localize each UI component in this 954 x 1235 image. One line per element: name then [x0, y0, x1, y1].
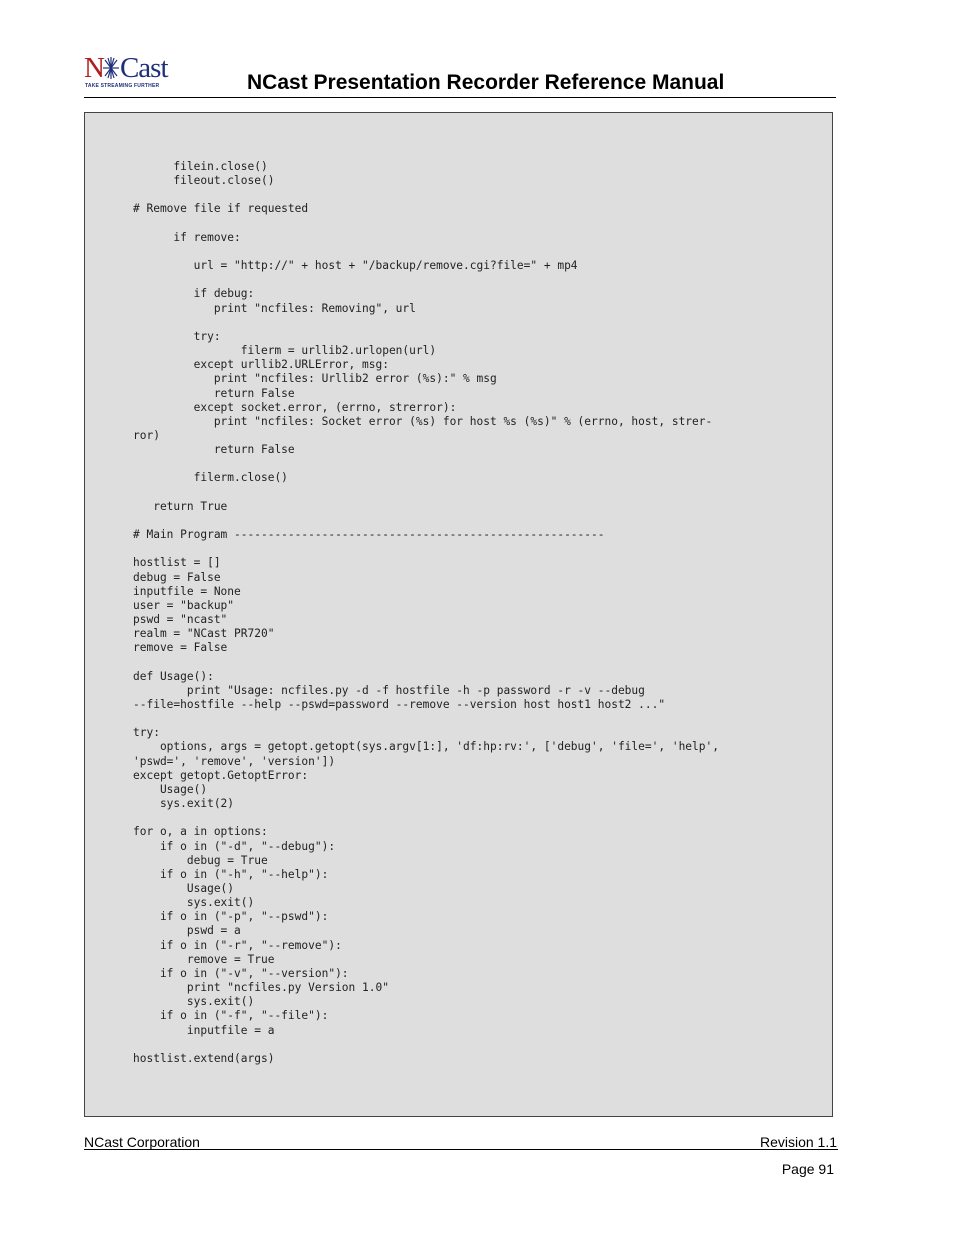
code-line: try:: [133, 726, 160, 740]
code-line: print "ncfiles: Socket error (%s) for host %s (%s)" % (errno, host, strer-: [133, 414, 713, 428]
code-line: print "Usage: ncfiles.py -d -f hostfile -h -p password -r -v --debug: [133, 683, 645, 697]
code-listing-box: [84, 112, 833, 1117]
code-line: --file=hostfile --help --pswd=password --remove --version host host1 host2 ...": [133, 697, 666, 711]
code-line: url = "http://" + host + "/backup/remove.cgi?file=" + mp4: [133, 259, 578, 273]
code-line: except socket.error, (errno, strerror):: [133, 400, 457, 414]
code-line: hostlist.extend(args): [133, 1051, 275, 1065]
code-line: inputfile = None: [133, 584, 241, 598]
code-line: return False: [133, 386, 295, 400]
footer-rule: [84, 1149, 838, 1150]
code-line: try:: [133, 329, 221, 343]
code-line: realm = "NCast PR720": [133, 627, 275, 641]
code-line: user = "backup": [133, 598, 235, 612]
code-line: if o in ("-v", "--version"):: [133, 966, 349, 980]
document-title: NCast Presentation Recorder Reference Manual: [247, 71, 725, 94]
code-line: return True: [133, 499, 228, 513]
code-line: Usage(): [133, 881, 235, 895]
code-line: except urllib2.URLError, msg:: [133, 358, 389, 372]
code-line: remove = True: [133, 952, 275, 966]
code-line: if remove:: [133, 230, 241, 244]
footer-revision: Revision 1.1: [759, 1134, 837, 1150]
logo-tagline: TAKE STREAMING FURTHER: [85, 83, 160, 89]
logo-wordmark: N Cast: [84, 52, 168, 84]
code-line: sys.exit(): [133, 995, 255, 1009]
code-line: filein.close(): [133, 160, 268, 173]
ncast-logo: [84, 52, 174, 92]
code-line: pswd = "ncast": [133, 613, 228, 626]
code-line: if o in ("-f", "--file"):: [133, 1009, 329, 1023]
code-line: print "ncfiles.py Version 1.0": [133, 981, 389, 995]
code-line: sys.exit(): [133, 896, 255, 910]
code-line: def Usage():: [133, 669, 214, 683]
code-line: remove = False: [133, 641, 228, 655]
code-line: for o, a in options:: [133, 825, 268, 839]
code-line: debug = True: [133, 853, 268, 867]
code-line: Usage(): [133, 782, 208, 796]
code-line: hostlist = []: [133, 556, 221, 570]
code-line: if o in ("-h", "--help"):: [133, 867, 329, 881]
code-line: filerm = urllib2.urlopen(url): [133, 344, 437, 358]
code-line: print "ncfiles: Urllib2 error (%s):" % msg: [133, 372, 497, 386]
code-line: pswd = a: [133, 924, 241, 938]
code-line: 'pswd=', 'remove', 'version']): [133, 754, 336, 768]
code-line: sys.exit(2): [133, 797, 235, 811]
code-line: fileout.close(): [133, 174, 275, 188]
code-line: if o in ("-r", "--remove"):: [133, 938, 342, 952]
footer-company: NCast Corporation: [84, 1134, 200, 1150]
code-line: # Remove file if requested: [133, 202, 309, 216]
code-line: ror): [133, 428, 160, 442]
code-listing: [133, 160, 719, 1066]
page-number: Page 91: [781, 1161, 834, 1177]
code-line: # Main Program -------------------------------------------------------: [133, 528, 605, 542]
code-line: if o in ("-d", "--debug"):: [133, 839, 336, 853]
code-line: if o in ("-p", "--pswd"):: [133, 910, 329, 924]
code-line: return False: [133, 443, 295, 457]
code-line: if debug:: [133, 287, 255, 301]
logo-star-icon: [101, 55, 121, 81]
code-line: options, args = getopt.getopt(sys.argv[1:], 'df:hp:rv:', ['debug', 'file=', 'help',: [133, 740, 719, 754]
code-line: print "ncfiles: Removing", url: [133, 301, 416, 315]
code-line: debug = False: [133, 570, 221, 584]
page-header: [84, 52, 836, 98]
code-line: except getopt.GetoptError:: [133, 768, 309, 782]
code-line: inputfile = a: [133, 1023, 275, 1037]
code-line: filerm.close(): [133, 471, 288, 485]
